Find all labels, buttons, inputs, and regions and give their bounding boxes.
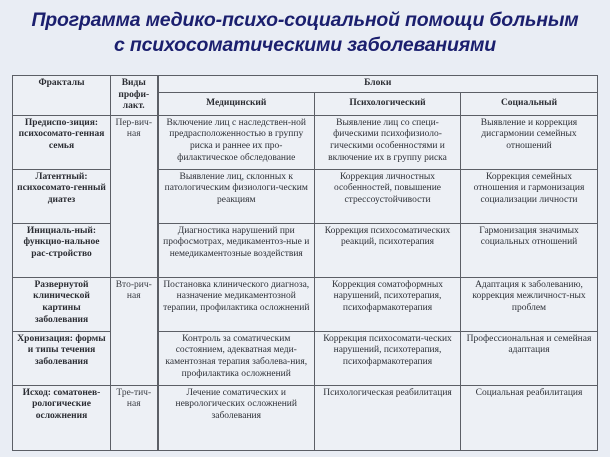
medical-cell: Диагностика нарушений при профосмотрах, медикаментоз-ные и немедикаментозные воздействия (158, 223, 315, 277)
fractal-cell: Исход: соматонев-рологические осложнения (13, 385, 111, 450)
medical-cell: Лечение соматических и неврологических осложнений заболевания (158, 385, 315, 450)
prevention-type-cell: Вто-рич-ная (111, 277, 158, 385)
fractal-cell: Латентный: психосомато-генный диатез (13, 169, 111, 223)
social-cell: Гармонизация значимых социальных отношений (461, 223, 598, 277)
page-title (0, 8, 610, 58)
header-medical: Медицинский (158, 93, 315, 116)
fractal-cell: Инициаль-ный: функцио-нальное рас-стройство (13, 223, 111, 277)
header-blocks: Блоки (158, 76, 598, 93)
medical-cell: Выявление лиц, склонных к патологическим физиологи-ческим реакциям (158, 169, 315, 223)
header-social: Социальный (461, 93, 598, 116)
title-line-1: Программа медико-психо-социальной помощи больным (31, 9, 579, 31)
psychological-cell: Коррекция психосомати-ческих нарушений, психотерапия, психофармакотерапия (315, 331, 461, 385)
social-cell: Профессиональная и семейная адаптация (461, 331, 598, 385)
table-row (13, 169, 598, 223)
psychological-cell: Коррекция личностных особенностей, повышение стрессоустойчивости (315, 169, 461, 223)
social-cell: Коррекция семейных отношения и гармонизация социализации личности (461, 169, 598, 223)
table-row (13, 331, 598, 385)
fractal-cell: Развернутой клинической картины заболевания (13, 277, 111, 331)
psychological-cell: Выявление лиц со специ-фическими психофизиоло-гическими особенностями и включение их в группу риска (315, 115, 461, 169)
table-row (13, 223, 598, 277)
psychological-cell: Коррекция психосоматических реакций, психотерапия (315, 223, 461, 277)
psychological-cell: Психологическая реабилитация (315, 385, 461, 450)
social-cell: Социальная реабилитация (461, 385, 598, 450)
header-prevention-types: Виды профи-лакт. (111, 76, 158, 116)
social-cell: Адаптация к заболеванию, коррекция межличност-ных проблем (461, 277, 598, 331)
fractal-cell: Предиспо-зиция: психосомато-генная семья (13, 115, 111, 169)
fractal-cell: Хронизация: формы и типы течения заболевания (13, 331, 111, 385)
medical-cell: Контроль за соматическим состоянием, адекватная меди-каментозная терапия заболева-ния, профилактика осложнений (158, 331, 315, 385)
table-row (13, 277, 598, 331)
medical-cell: Постановка клинического диагноза, назначение медикаментозной терапии, профилактика осложнений (158, 277, 315, 331)
table-row (13, 115, 598, 169)
social-cell: Выявление и коррекция дисгармонии семейных отношений (461, 115, 598, 169)
prevention-type-cell: Пер-вич-ная (111, 115, 158, 277)
psychological-cell: Коррекция соматоформных нарушений, психотерапия, психофармакотерапия (315, 277, 461, 331)
program-table (12, 75, 598, 451)
header-fractals: Фракталы (13, 76, 111, 116)
medical-cell: Включение лиц с наследствен-ной предрасположенностью в группу риска и раннее их про-филактическое обследование (158, 115, 315, 169)
prevention-type-cell: Тре-тич-ная (111, 385, 158, 450)
header-psychological: Психологический (315, 93, 461, 116)
table-row (13, 385, 598, 450)
title-line-2: с психосоматическими заболеваниями (114, 34, 496, 56)
